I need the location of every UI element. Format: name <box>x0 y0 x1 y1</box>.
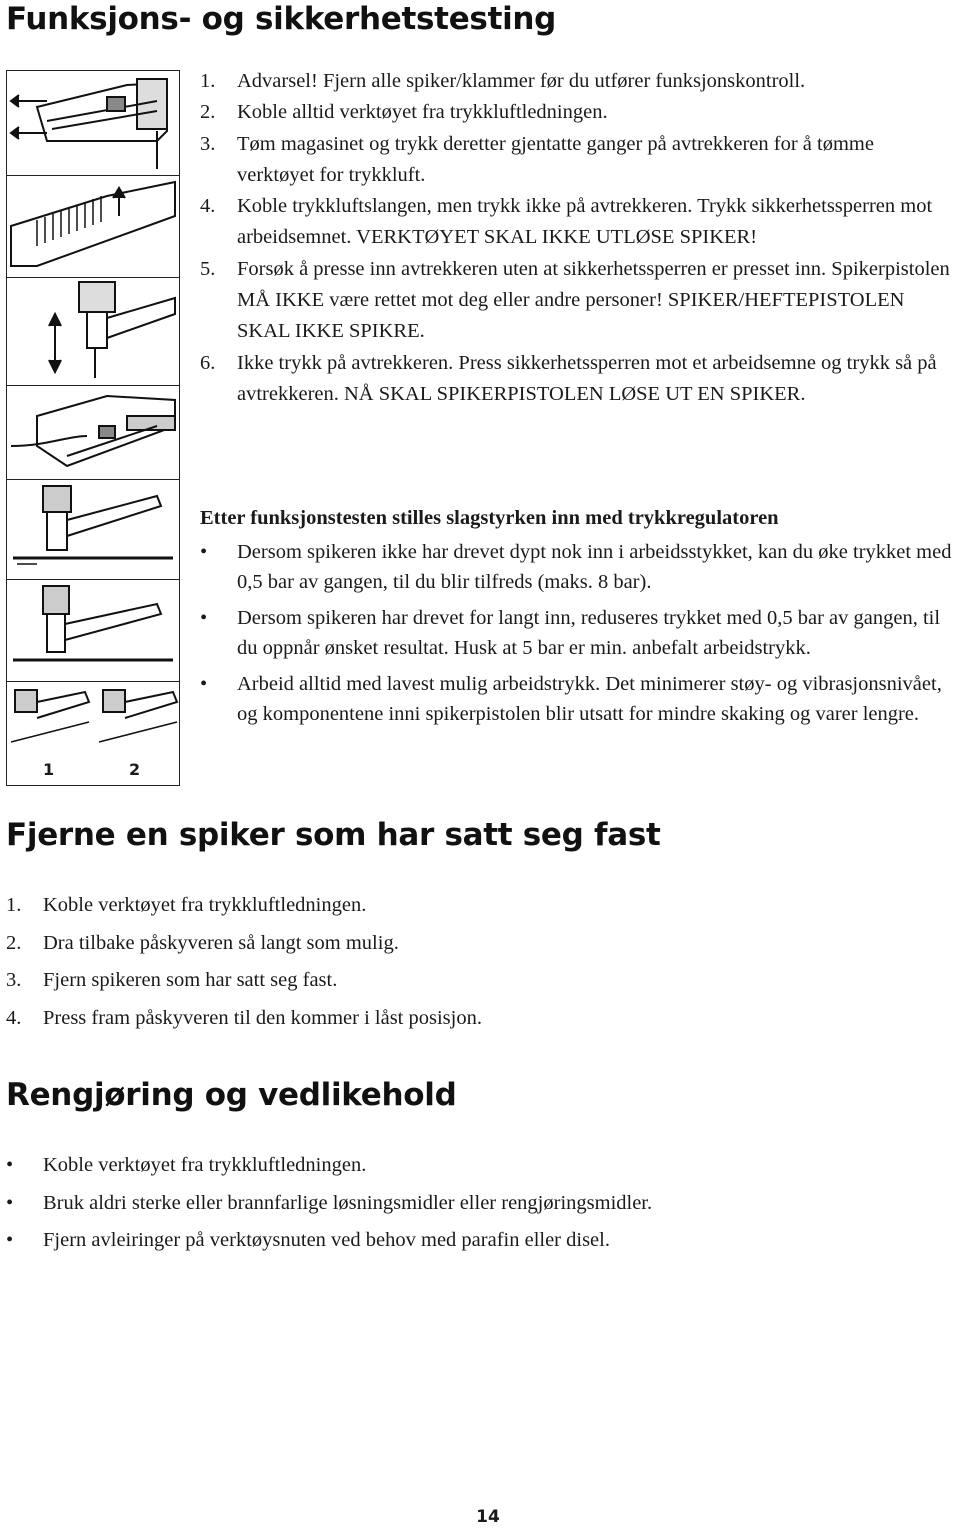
list-item: • Dersom spikeren har drevet for langt inn, reduseres trykket med 0,5 bar av gangen, til du oppnår ønsket resultat. Husk at 5 bar er min. anbefalt arbeidstrykk. <box>200 607 941 659</box>
pressure-subheading: Etter funksjonstesten stilles slagstyrken inn med trykkregulatoren <box>200 507 779 529</box>
illustration-trigger <box>6 386 180 480</box>
page-title: Funksjons- og sikkerhetstesting <box>6 1 557 37</box>
illustration-steps-1-2 <box>6 682 180 786</box>
list-item: • Koble verktøyet fra trykkluftledningen. <box>6 1154 367 1176</box>
list-item: 1. Koble verktøyet fra trykkluftledningen. <box>6 894 367 916</box>
illustration-magazine <box>6 176 180 278</box>
list-item: 3. Tøm magasinet og trykk deretter gjentatte ganger på avtrekkeren for å tømme verktøyet for trykkluft. <box>200 132 874 186</box>
jam-steps <box>6 887 946 1037</box>
illustration-remove-nails <box>6 70 180 176</box>
illustration-nailgun-press <box>6 580 180 682</box>
illustration-column <box>6 70 182 786</box>
figure-label-1: 1 <box>43 760 55 779</box>
illustration-nailgun-angle <box>6 480 180 580</box>
list-item: • Dersom spikeren ikke har drevet dypt nok inn i arbeidsstykket, kan du øke trykket med 0,5 bar av gangen, til du blir tilfreds (maks. 8 bar). <box>200 541 952 593</box>
pressure-bullets <box>200 537 958 729</box>
list-item: • Arbeid alltid med lavest mulig arbeidstrykk. Det minimerer støy- og vibrasjonsnivået, og komponentene inni spikerpistolen blir utsatt for mindre skaking og varer lengre. <box>200 673 942 725</box>
cleaning-section-title: Rengjøring og vedlikehold <box>6 1077 457 1113</box>
list-item: 5. Forsøk å presse inn avtrekkeren uten at sikkerhetssperren er presset inn. Spikerpistolen MÅ IKKE være rettet mot deg eller andre personer! SPIKER/HEFTEPISTOLEN SKAL IKKE SPIKRE. <box>200 257 950 343</box>
jam-section-title: Fjerne en spiker som har satt seg fast <box>6 817 661 853</box>
list-item: 1. Advarsel! Fjern alle spiker/klammer før du utfører funksjonskontroll. <box>200 70 806 92</box>
list-item: • Bruk aldri sterke eller brannfarlige løsningsmidler eller rengjøringsmidler. <box>6 1191 653 1214</box>
figure-label-2: 2 <box>129 760 141 779</box>
list-item: 4. Press fram påskyveren til den kommer i låst posisjon. <box>6 1006 482 1029</box>
list-item: 6. Ikke trykk på avtrekkeren. Press sikkerhetssperren mot et arbeidsemne og trykk så på avtrekkeren. NÅ SKAL SPIKERPISTOLEN LØSE UT EN SPIKER. <box>200 351 937 405</box>
list-item: 2. Koble alltid verktøyet fra trykkluftledningen. <box>200 101 608 124</box>
test-steps <box>200 66 955 410</box>
illustration-safety-catch <box>6 278 180 386</box>
list-item: 3. Fjern spikeren som har satt seg fast. <box>6 969 338 992</box>
list-item: 4. Koble trykkluftslangen, men trykk ikke på avtrekkeren. Trykk sikkerhetssperren mot arbeidsemnet. VERKTØYET SKAL IKKE UTLØSE SPIKER! <box>200 195 933 249</box>
list-item: • Fjern avleiringer på verktøysnuten ved behov med parafin eller disel. <box>6 1229 610 1252</box>
page-number: 14 <box>476 1507 500 1527</box>
cleaning-bullets <box>6 1147 946 1260</box>
list-item: 2. Dra tilbake påskyveren så langt som mulig. <box>6 931 399 954</box>
